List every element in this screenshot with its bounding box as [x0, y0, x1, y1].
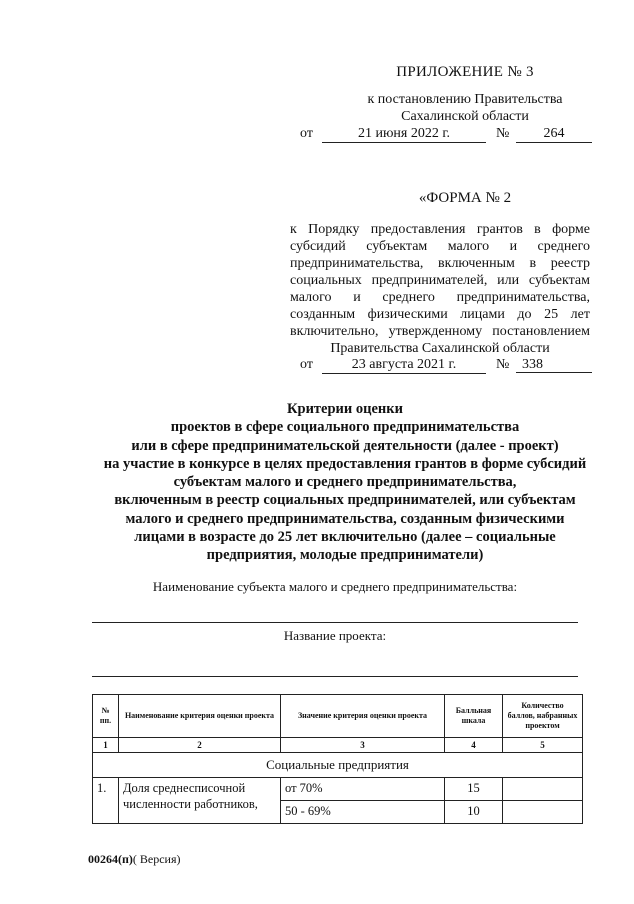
- header-points: Количество баллов, набранных проектом: [503, 695, 583, 738]
- appendix-subtitle-2: Сахалинской области: [401, 109, 529, 124]
- row-score: 15: [445, 778, 503, 801]
- row-value: от 70%: [281, 778, 445, 801]
- column-number: 1: [93, 738, 119, 753]
- row-criterion: Доля среднесписочной численности работников,: [119, 778, 281, 824]
- row-score: 10: [445, 801, 503, 824]
- forma-block: [290, 190, 600, 357]
- header-scale: Балльная шкала: [445, 695, 503, 738]
- forma-date: 23 августа 2021 г.: [322, 357, 486, 374]
- subject-label: Наименование субъекта малого и среднего предпринимательства:: [152, 579, 518, 594]
- row-value: 50 - 69%: [281, 801, 445, 824]
- criteria-title-line: субъектам малого и среднего предпринимательства,: [173, 474, 517, 491]
- header-value: Значение критерия оценки проекта: [281, 695, 445, 738]
- appendix-date: 21 июня 2022 г.: [322, 126, 486, 143]
- section-row: [93, 753, 583, 778]
- forma-date-prefix: от: [300, 357, 313, 372]
- criteria-title-line: Критерии оценки: [287, 401, 403, 417]
- project-name-line[interactable]: [92, 676, 578, 677]
- header-criterion: Наименование критерия оценки проекта: [119, 695, 281, 738]
- column-number: 3: [281, 738, 445, 753]
- appendix-date-prefix: от: [300, 126, 313, 141]
- criteria-title-line: на участие в конкурсе в целях предоставления грантов в форме субсидий: [103, 455, 587, 472]
- appendix-date-row: [300, 126, 592, 144]
- criteria-title: [80, 400, 610, 565]
- appendix-title: ПРИЛОЖЕНИЕ № 3: [396, 64, 534, 80]
- forma-date-row: [300, 357, 592, 375]
- criteria-title-line: лицами в возрасте до 25 лет включительно (далее – социальные: [134, 529, 556, 546]
- footer-code-number: 00264(п): [88, 852, 133, 866]
- column-number-row: [93, 738, 583, 753]
- appendix-number: 264: [516, 126, 592, 143]
- appendix-block: [290, 64, 600, 125]
- column-number: 2: [119, 738, 281, 753]
- column-number: 5: [503, 738, 583, 753]
- forma-title: «ФОРМА № 2: [418, 190, 512, 206]
- subject-name-line[interactable]: [92, 622, 578, 623]
- forma-number-prefix: №: [496, 357, 510, 372]
- criteria-title-line: малого и среднего предпринимательства, созданным физическими: [125, 510, 565, 527]
- table-row: [93, 778, 583, 801]
- footer-code: [88, 852, 181, 867]
- footer-version: ( Версия): [132, 852, 181, 866]
- row-num: 1.: [93, 778, 119, 824]
- forma-number: 338: [516, 357, 592, 373]
- header-num: № пп.: [93, 695, 119, 738]
- criteria-table: [92, 694, 583, 824]
- section-title: Социальные предприятия: [93, 753, 583, 778]
- criteria-title-line: проектов в сфере социального предпринимательства: [170, 419, 520, 436]
- criteria-title-line: включенным в реестр социальных предпринимателей, или субъектам: [114, 492, 576, 509]
- criteria-title-line: или в сфере предпринимательской деятельности (далее - проект): [131, 437, 559, 454]
- appendix-number-prefix: №: [496, 126, 510, 141]
- project-label: Название проекта:: [283, 628, 387, 643]
- column-number: 4: [445, 738, 503, 753]
- row-points-cell[interactable]: [503, 778, 583, 801]
- forma-text: к Порядку предоставления грантов в форме субсидий субъектам малого и среднего предпринимательства, включенным в реестр социальных предпринимателей, или субъектам малого и среднего предпринимательства, созданным физическими лицами до 25 лет включительно, утвержденному постановлением Правительства Сахалинской области: [290, 222, 590, 356]
- appendix-subtitle-1: к постановлению Правительства: [367, 92, 563, 107]
- table-header-row: [93, 695, 583, 738]
- row-points-cell[interactable]: [503, 801, 583, 824]
- criteria-title-line: предприятия, молодые предприниматели): [206, 547, 484, 564]
